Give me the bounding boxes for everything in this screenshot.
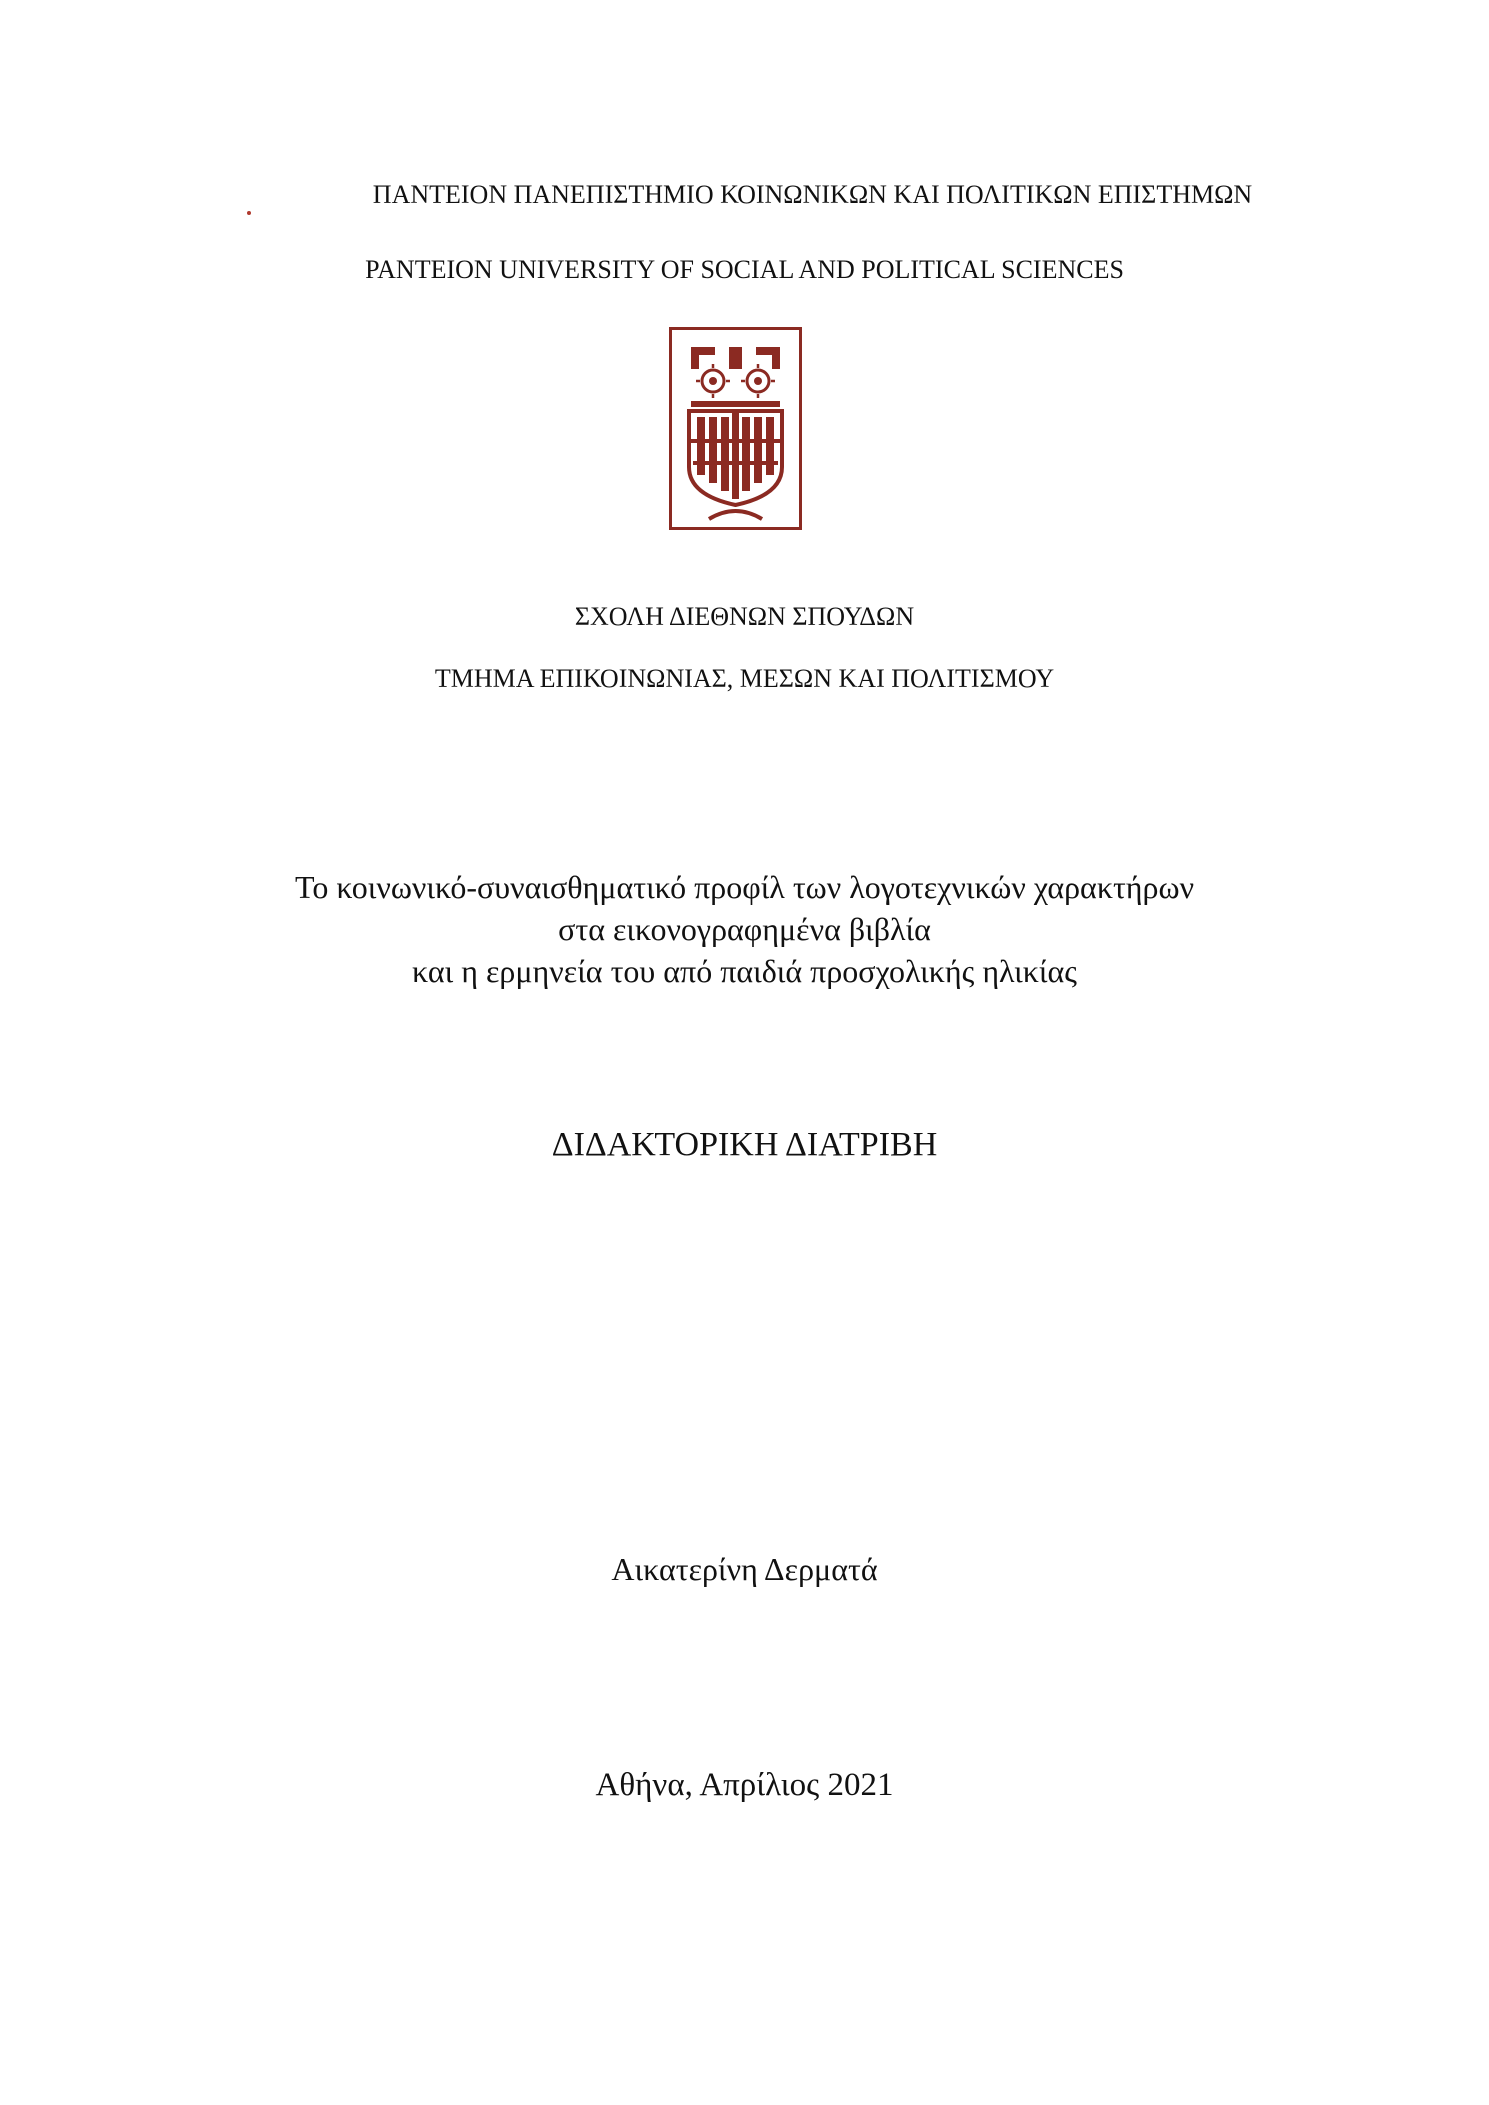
department-name: ΤΜΗΜΑ ΕΠΙΚΟΙΝΩΝΙΑΣ, ΜΕΣΩΝ ΚΑΙ ΠΟΛΙΤΙΣΜΟΥ bbox=[434, 664, 1055, 693]
university-name-greek: ΠΑΝΤΕΙΟΝ ΠΑΝΕΠΙΣΤΗΜΙΟ ΚΟΙΝΩΝΙΚΩΝ ΚΑΙ ΠΟΛΙΤΙΚΩΝ ΕΠΙΣΤΗΜΩΝ bbox=[372, 180, 1253, 209]
thesis-title-line: στα εικονογραφημένα βιβλία bbox=[558, 911, 931, 947]
thesis-title-line: και η ερμηνεία του από παιδιά προσχολικής ηλικίας bbox=[412, 953, 1077, 989]
stray-ink-mark bbox=[247, 211, 251, 215]
thesis-title-line: Το κοινωνικό-συναισθηματικό προφίλ των λογοτεχνικών χαρακτήρων bbox=[294, 869, 1195, 905]
thesis-title bbox=[0, 866, 1489, 992]
university-emblem-logo bbox=[669, 327, 802, 530]
place-and-date: Αθήνα, Απρίλιος 2021 bbox=[595, 1767, 894, 1803]
university-name-english: PANTEION UNIVERSITY OF SOCIAL AND POLITICAL SCIENCES bbox=[365, 255, 1124, 284]
author-name: Αικατερίνη Δερματά bbox=[611, 1551, 878, 1587]
school-name: ΣΧΟΛΗ ΔΙΕΘΝΩΝ ΣΠΟΥΔΩΝ bbox=[574, 602, 915, 631]
document-type: ΔΙΔΑΚΤΟΡΙΚΗ ΔΙΑΤΡΙΒΗ bbox=[551, 1126, 938, 1163]
